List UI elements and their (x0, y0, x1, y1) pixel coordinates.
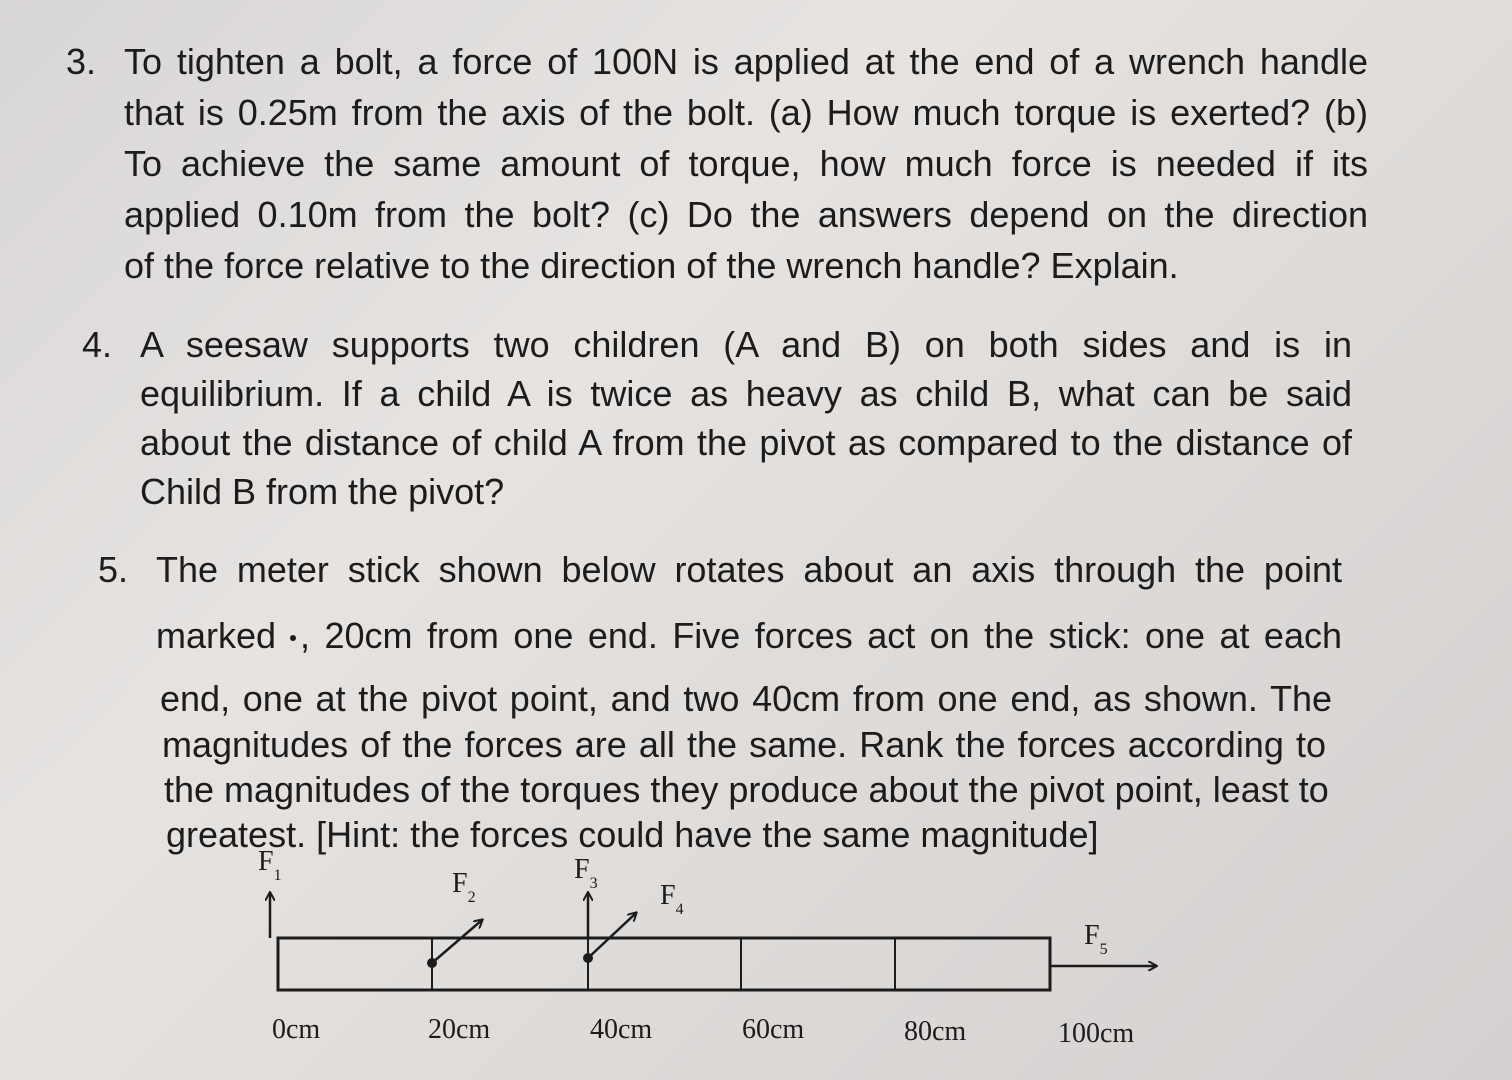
text-line: the magnitudes of the torques they produce about the pivot point, least to (164, 769, 1329, 810)
force-label-f3: $F_3$ (574, 854, 598, 892)
meter-stick (278, 938, 1050, 990)
text-line: To achieve the same amount of torque, how much force is needed if its (124, 143, 1368, 184)
scale-label: 0cm (272, 1014, 321, 1045)
scale-label: 20cm (428, 1014, 491, 1045)
text-fragment: , 20cm from one end. Five forces act on the stick: one at each (300, 615, 1342, 656)
problem-number: 4. (82, 324, 113, 365)
force-label-f2: $F_2$ (452, 868, 476, 906)
text-line: A seesaw supports two children (A and B) on both sides and is in (140, 324, 1352, 365)
text-line: of the force relative to the direction of the wrench handle? Explain. (124, 245, 1179, 286)
text-line: about the distance of child A from the pivot as compared to the distance of (140, 422, 1352, 463)
text-line: that is 0.25m from the axis of the bolt. (a) How much torque is exerted? (b) (124, 92, 1368, 133)
text-line: greatest. [Hint: the forces could have the same magnitude] (166, 814, 1099, 855)
scale-label: 100cm (1058, 1018, 1135, 1049)
force-arrow-f2 (432, 920, 482, 963)
force-arrow-f4 (588, 913, 636, 958)
text-line: magnitudes of the forces are all the same. Rank the forces according to (162, 724, 1326, 765)
text-line: To tighten a bolt, a force of 100N is applied at the end of a wrench handle (124, 41, 1368, 82)
text-fragment: marked (156, 615, 277, 656)
text-line: The meter stick shown below rotates about an axis through the point (156, 549, 1342, 590)
text-line: end, one at the pivot point, and two 40cm from one end, as shown. The (160, 678, 1332, 719)
scale-label: 60cm (742, 1014, 805, 1045)
scale-label: 40cm (590, 1014, 653, 1045)
force-label-f1: $F_1$ (258, 846, 282, 884)
problem-number: 3. (66, 41, 97, 82)
text-line: applied 0.10m from the bolt? (c) Do the answers depend on the direction (124, 194, 1368, 235)
scale-label: 80cm (904, 1016, 967, 1047)
force-label-f5: $F_5$ (1084, 920, 1108, 958)
force-label-f4: $F_4$ (660, 880, 684, 918)
text-line: Child B from the pivot? (140, 471, 505, 512)
problem-number: 5. (98, 549, 129, 590)
text-line: equilibrium. If a child A is twice as heavy as child B, what can be said (140, 373, 1352, 414)
